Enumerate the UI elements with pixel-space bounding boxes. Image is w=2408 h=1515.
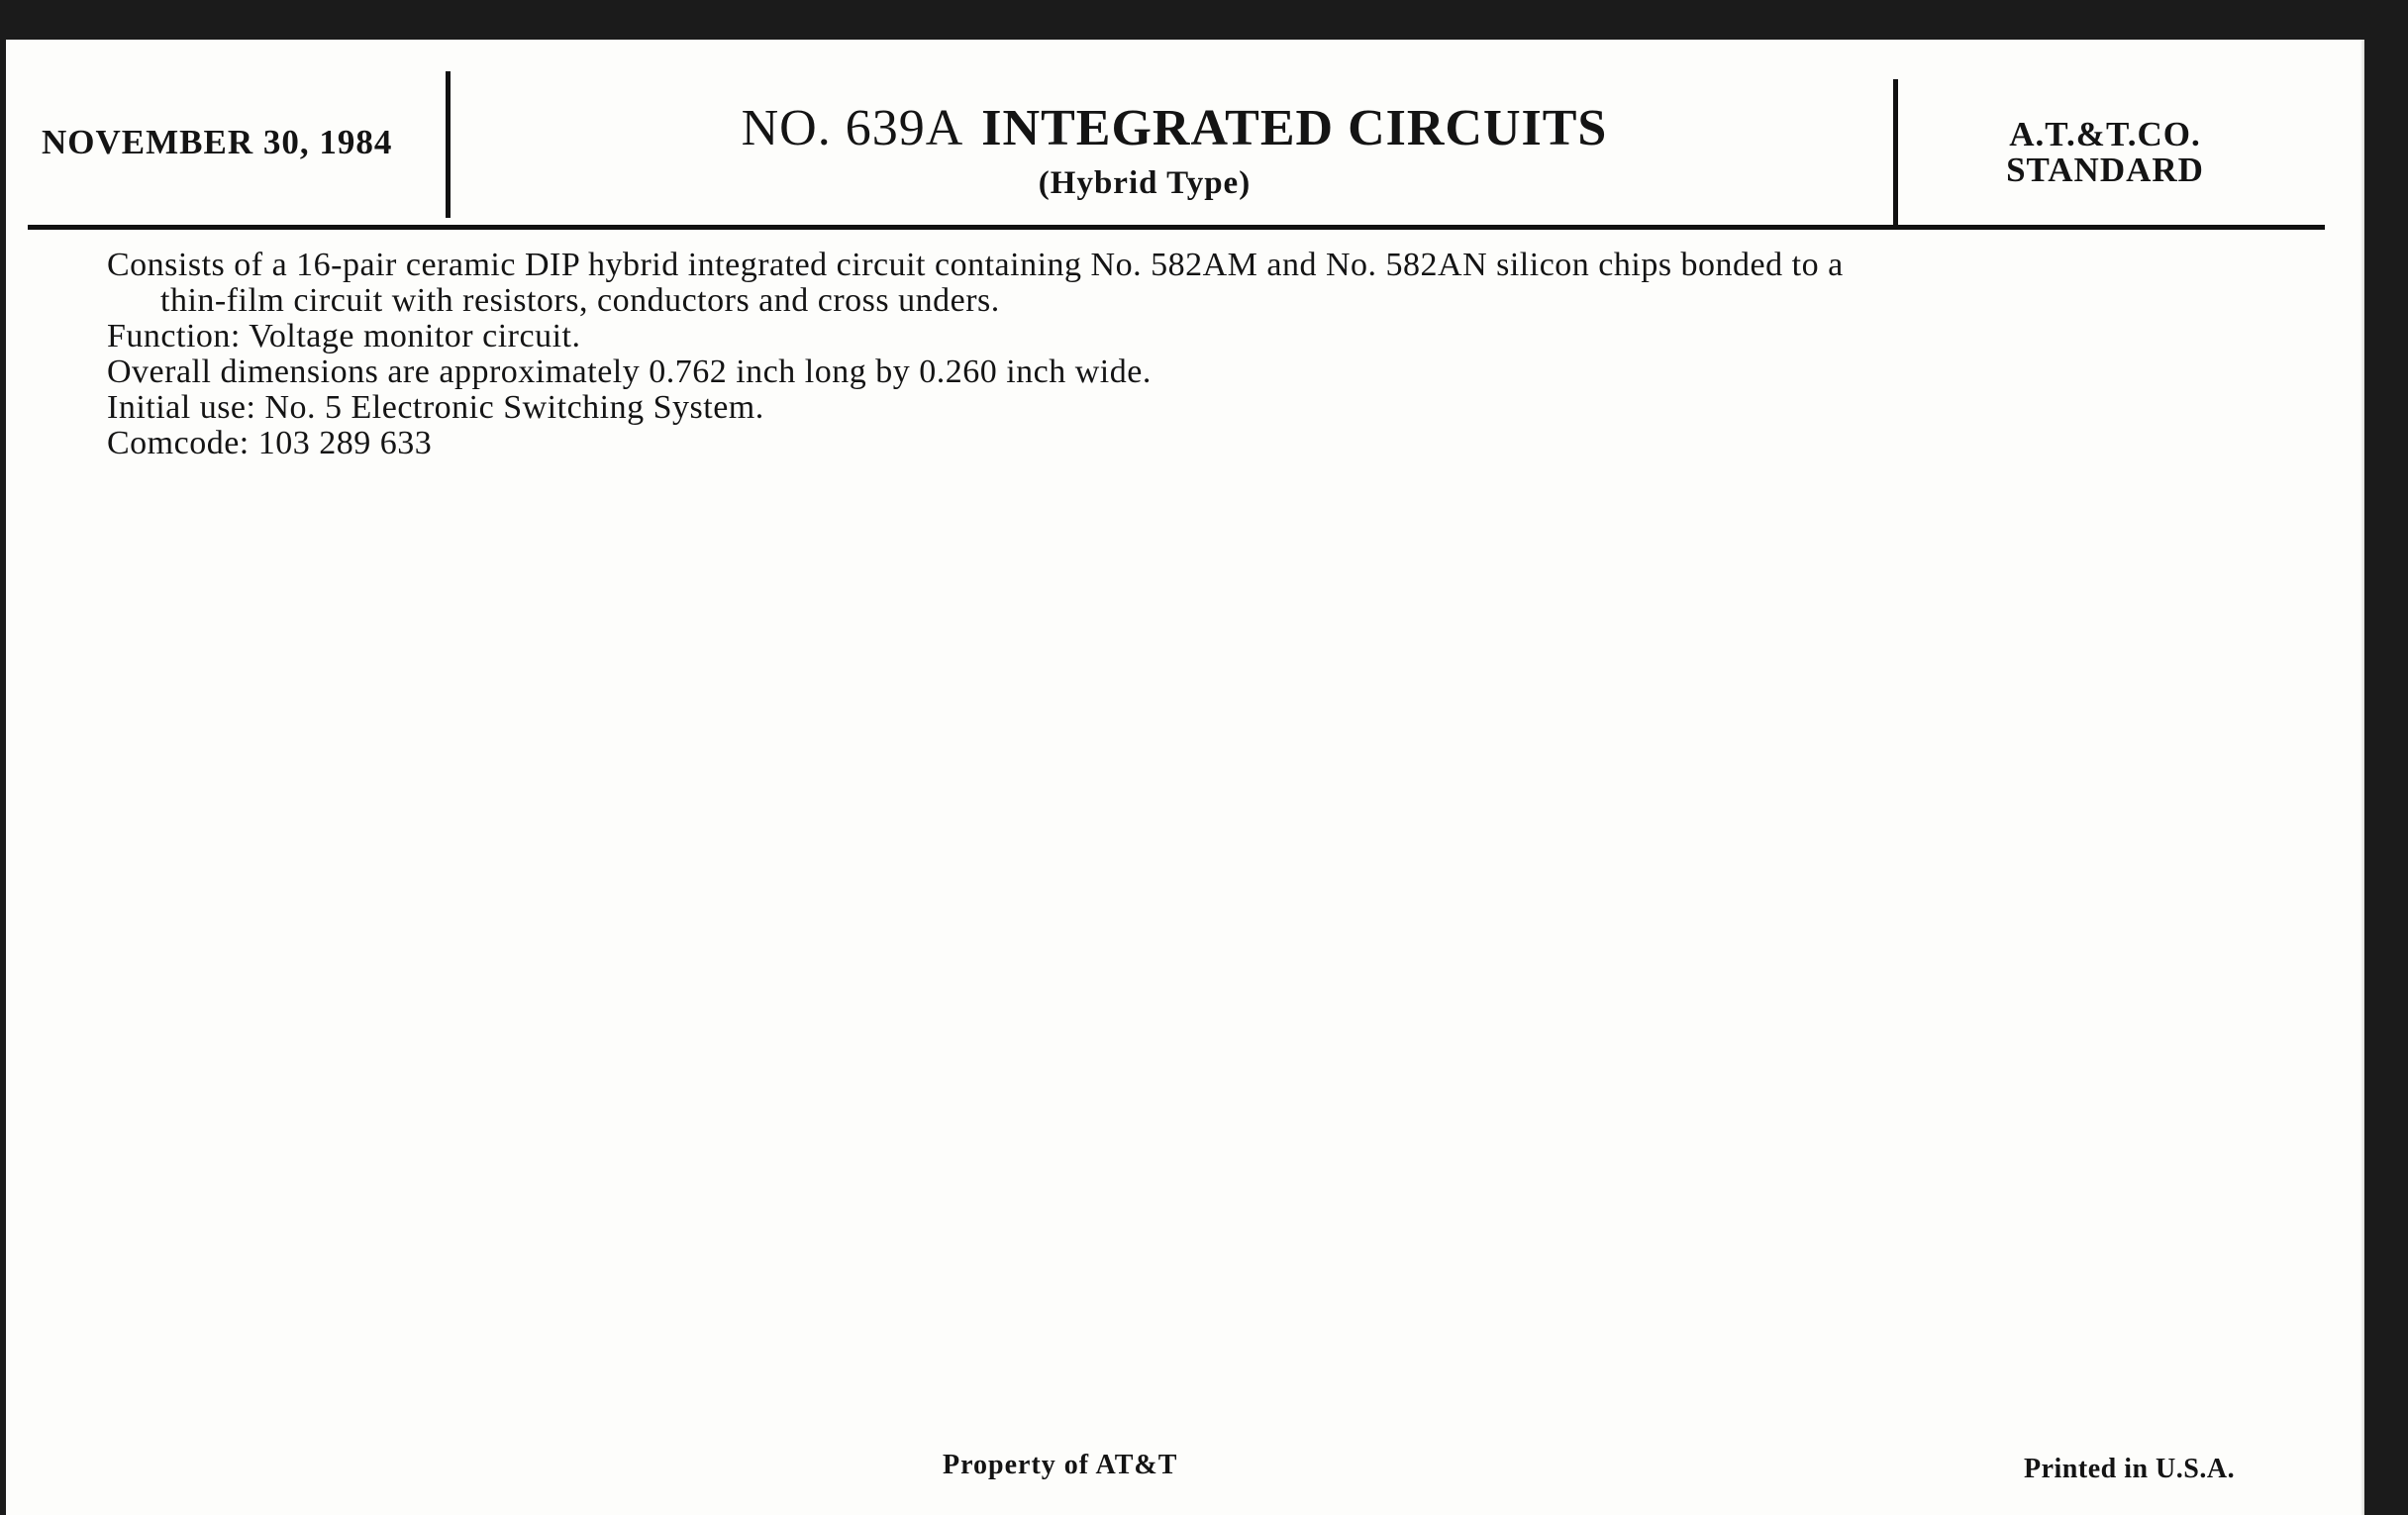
comcode-line: Comcode: 103 289 633: [107, 425, 433, 461]
description: [107, 248, 2236, 461]
function-line: Function: Voltage monitor circuit.: [107, 318, 581, 354]
standard-card: [6, 40, 2364, 1515]
initial-use-line: Initial use: No. 5 Electronic Switching System.: [107, 389, 764, 426]
printed-notice: Printed in U.S.A.: [2024, 1454, 2236, 1484]
standard-label: [1947, 117, 2263, 188]
property-notice: Property of AT&T: [943, 1450, 1178, 1480]
description-continuation: thin-film circuit with resistors, conductors and cross unders.: [160, 282, 1000, 319]
title-number: NO. 639A: [741, 100, 964, 156]
standard-line-1: A.T.&T.CO.: [2009, 115, 2201, 153]
title-block: [461, 99, 1887, 202]
description-line: Consists of a 16-pair ceramic DIP hybrid integrated circuit containing No. 582AM and No. 582AN silicon chips bonded to a: [107, 247, 1844, 283]
document-title: [461, 99, 1887, 157]
title-main: INTEGRATED CIRCUITS: [981, 100, 1608, 156]
document-subtitle: (Hybrid Type): [1038, 165, 1252, 201]
standard-line-2: STANDARD: [2006, 151, 2204, 189]
dimensions-line: Overall dimensions are approximately 0.762 inch long by 0.260 inch wide.: [107, 354, 1152, 390]
header-divider-right: [1893, 79, 1898, 228]
header-rule: [28, 225, 2325, 230]
card-edge: [2360, 40, 2364, 1515]
issue-date: NOVEMBER 30, 1984: [42, 123, 393, 161]
